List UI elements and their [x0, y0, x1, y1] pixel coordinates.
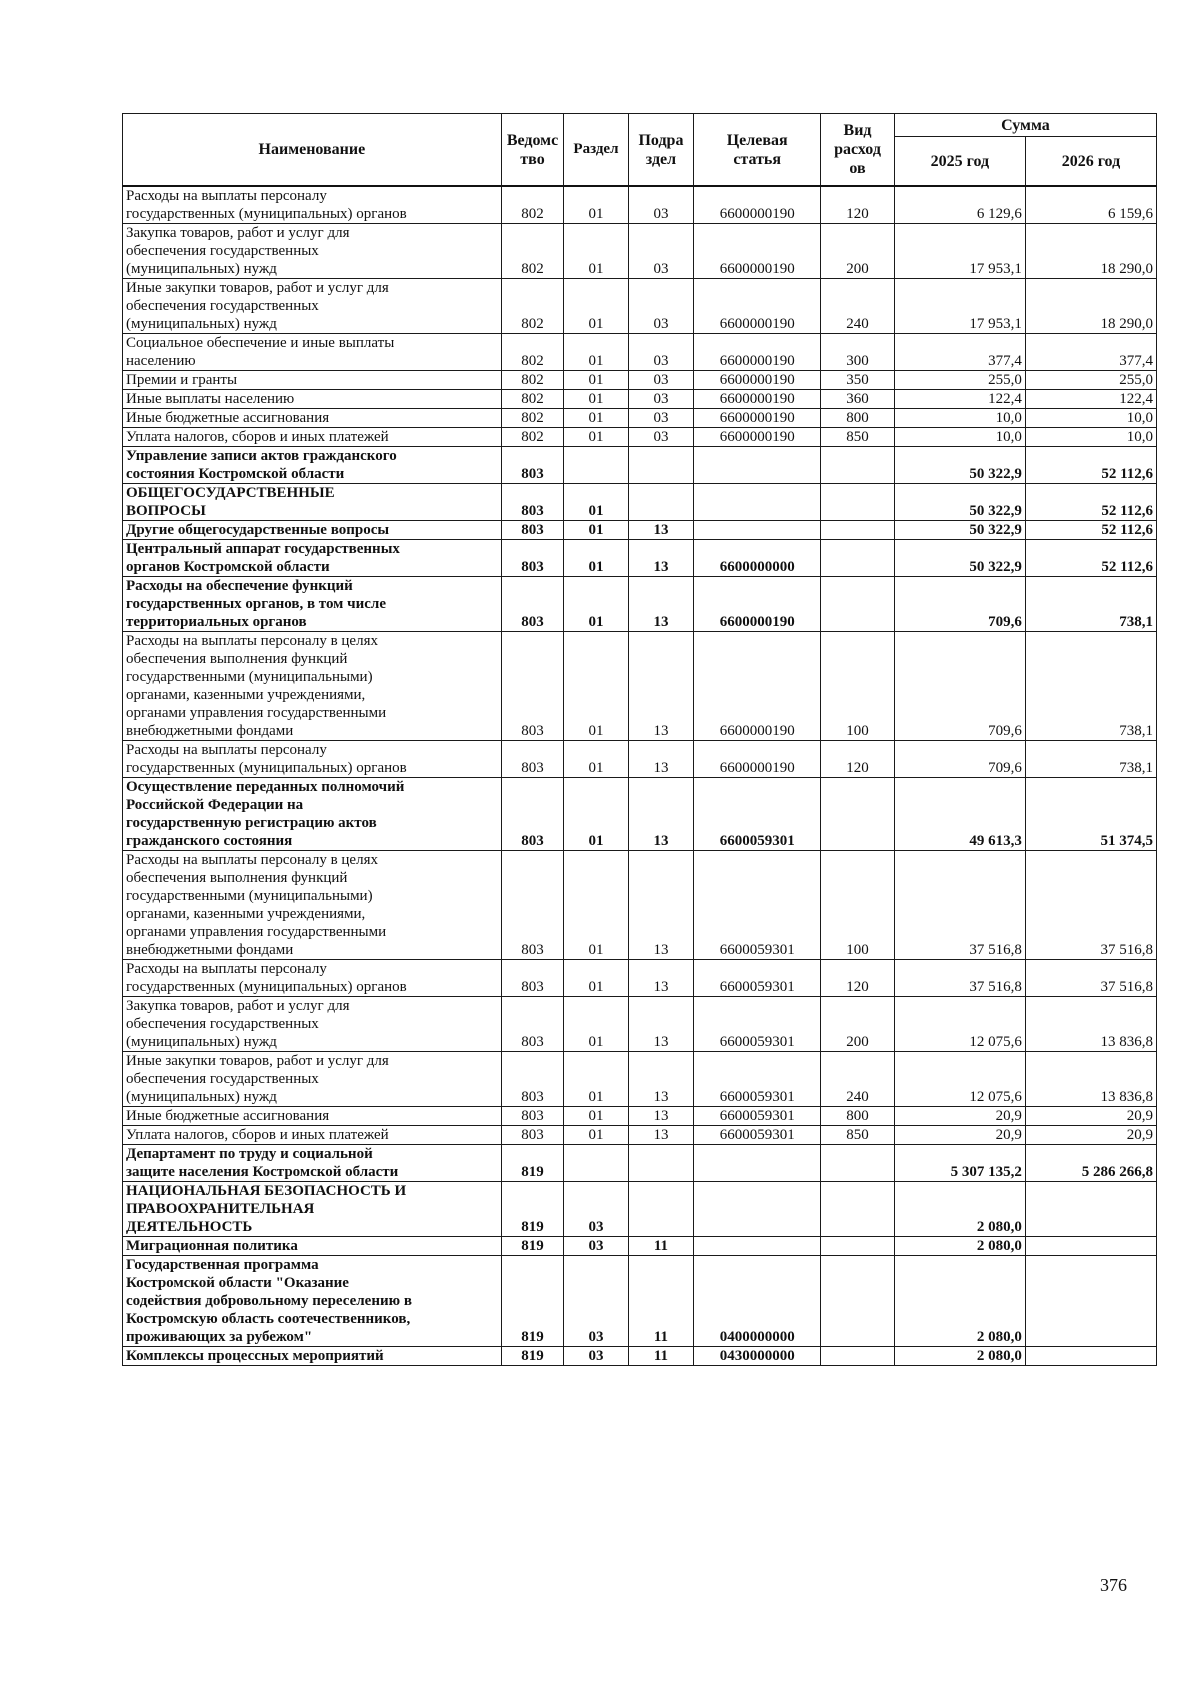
cell-name: ОБЩЕГОСУДАРСТВЕННЫЕ ВОПРОСЫ — [123, 484, 502, 521]
table-row — [123, 1347, 1157, 1366]
cell-sum-2026 — [1025, 1182, 1156, 1237]
cell-vid-rashodov: 350 — [821, 371, 895, 390]
cell-sum-2026: 18 290,0 — [1025, 279, 1156, 334]
cell-razdel: 01 — [564, 632, 628, 741]
cell-sum-2025: 17 953,1 — [894, 224, 1025, 279]
cell-vid-rashodov: 100 — [821, 851, 895, 960]
table-row — [123, 1052, 1157, 1107]
cell-vedomstvo: 803 — [501, 778, 563, 851]
cell-celevaya-statya: 6600000000 — [694, 540, 821, 577]
cell-name: Расходы на выплаты персоналу в целях обеспечения выполнения функций государственными (муниципальными) органами, казенными учреждениями, органами управления государственными внебюджетными фондами — [123, 851, 502, 960]
cell-sum-2026: 10,0 — [1025, 428, 1156, 447]
page-number: 376 — [1100, 1575, 1127, 1595]
cell-sum-2025: 2 080,0 — [894, 1237, 1025, 1256]
cell-name: Иные бюджетные ассигнования — [123, 1107, 502, 1126]
cell-podrazdel: 13 — [628, 540, 694, 577]
table-row — [123, 409, 1157, 428]
cell-celevaya-statya — [694, 1145, 821, 1182]
cell-vedomstvo: 803 — [501, 632, 563, 741]
cell-name: Закупка товаров, работ и услуг для обеспечения государственных (муниципальных) нужд — [123, 997, 502, 1052]
cell-vedomstvo: 802 — [501, 224, 563, 279]
cell-sum-2026: 37 516,8 — [1025, 960, 1156, 997]
cell-vid-rashodov: 100 — [821, 632, 895, 741]
cell-name: Уплата налогов, сборов и иных платежей — [123, 1126, 502, 1145]
cell-name: Расходы на обеспечение функций государственных органов, в том числе территориальных органов — [123, 577, 502, 632]
cell-sum-2026: 18 290,0 — [1025, 224, 1156, 279]
cell-vedomstvo: 803 — [501, 997, 563, 1052]
cell-sum-2025: 5 307 135,2 — [894, 1145, 1025, 1182]
cell-sum-2026: 13 836,8 — [1025, 997, 1156, 1052]
table-row — [123, 186, 1157, 224]
cell-razdel: 01 — [564, 224, 628, 279]
cell-vid-rashodov — [821, 1145, 895, 1182]
cell-vedomstvo: 819 — [501, 1237, 563, 1256]
cell-sum-2025: 49 613,3 — [894, 778, 1025, 851]
table-row — [123, 778, 1157, 851]
cell-sum-2026 — [1025, 1347, 1156, 1366]
cell-sum-2026: 377,4 — [1025, 334, 1156, 371]
cell-vedomstvo: 802 — [501, 186, 563, 224]
cell-podrazdel: 03 — [628, 371, 694, 390]
table-row — [123, 1237, 1157, 1256]
cell-name: Управление записи актов гражданского состояния Костромской области — [123, 447, 502, 484]
cell-celevaya-statya: 6600059301 — [694, 1126, 821, 1145]
cell-sum-2026: 6 159,6 — [1025, 186, 1156, 224]
cell-podrazdel — [628, 484, 694, 521]
cell-podrazdel: 13 — [628, 1126, 694, 1145]
cell-name: Иные закупки товаров, работ и услуг для обеспечения государственных (муниципальных) нужд — [123, 1052, 502, 1107]
cell-podrazdel: 11 — [628, 1256, 694, 1347]
cell-vid-rashodov: 360 — [821, 390, 895, 409]
table-row — [123, 390, 1157, 409]
cell-name: Расходы на выплаты персоналу в целях обеспечения выполнения функций государственными (муниципальными) органами, казенными учреждениями, органами управления государственными внебюджетными фондами — [123, 632, 502, 741]
table-row — [123, 851, 1157, 960]
cell-name: Иные бюджетные ассигнования — [123, 409, 502, 428]
budget-table-wrapper — [122, 113, 1157, 1366]
cell-podrazdel: 03 — [628, 186, 694, 224]
cell-celevaya-statya: 6600000190 — [694, 390, 821, 409]
cell-name: Социальное обеспечение и иные выплаты населению — [123, 334, 502, 371]
header-vid-rashodov: Вид расход ов — [821, 114, 895, 187]
cell-name: Департамент по труду и социальной защите населения Костромской области — [123, 1145, 502, 1182]
table-body — [123, 186, 1157, 1366]
cell-sum-2026: 51 374,5 — [1025, 778, 1156, 851]
cell-name: Расходы на выплаты персоналу государственных (муниципальных) органов — [123, 741, 502, 778]
cell-sum-2026: 5 286 266,8 — [1025, 1145, 1156, 1182]
cell-razdel: 01 — [564, 1126, 628, 1145]
table-row — [123, 632, 1157, 741]
cell-vedomstvo: 802 — [501, 409, 563, 428]
cell-sum-2025: 12 075,6 — [894, 997, 1025, 1052]
table-row — [123, 334, 1157, 371]
cell-name: Закупка товаров, работ и услуг для обеспечения государственных (муниципальных) нужд — [123, 224, 502, 279]
table-row — [123, 1107, 1157, 1126]
cell-sum-2025: 10,0 — [894, 409, 1025, 428]
cell-podrazdel: 13 — [628, 1052, 694, 1107]
cell-sum-2025: 50 322,9 — [894, 540, 1025, 577]
cell-razdel: 01 — [564, 1107, 628, 1126]
cell-vid-rashodov — [821, 1182, 895, 1237]
cell-vid-rashodov: 120 — [821, 186, 895, 224]
cell-vedomstvo: 803 — [501, 447, 563, 484]
cell-razdel: 01 — [564, 1052, 628, 1107]
cell-razdel: 01 — [564, 778, 628, 851]
cell-name: Комплексы процессных мероприятий — [123, 1347, 502, 1366]
cell-vedomstvo: 803 — [501, 540, 563, 577]
cell-name: Осуществление переданных полномочий Российской Федерации на государственную регистрацию актов гражданского состояния — [123, 778, 502, 851]
cell-celevaya-statya: 6600059301 — [694, 1107, 821, 1126]
cell-podrazdel: 13 — [628, 577, 694, 632]
cell-razdel: 01 — [564, 521, 628, 540]
cell-sum-2025: 20,9 — [894, 1126, 1025, 1145]
cell-sum-2025: 2 080,0 — [894, 1347, 1025, 1366]
cell-vid-rashodov — [821, 484, 895, 521]
budget-table — [122, 113, 1157, 1366]
cell-sum-2026: 20,9 — [1025, 1107, 1156, 1126]
cell-vid-rashodov: 300 — [821, 334, 895, 371]
cell-sum-2026: 738,1 — [1025, 632, 1156, 741]
cell-vedomstvo: 803 — [501, 851, 563, 960]
cell-razdel: 01 — [564, 997, 628, 1052]
cell-razdel: 01 — [564, 577, 628, 632]
cell-celevaya-statya: 6600000190 — [694, 334, 821, 371]
header-vedomstvo: Ведомс тво — [501, 114, 563, 187]
cell-name: Расходы на выплаты персоналу государственных (муниципальных) органов — [123, 960, 502, 997]
cell-vid-rashodov: 240 — [821, 1052, 895, 1107]
cell-vid-rashodov — [821, 1237, 895, 1256]
cell-vid-rashodov — [821, 447, 895, 484]
cell-celevaya-statya — [694, 1182, 821, 1237]
cell-sum-2025: 709,6 — [894, 577, 1025, 632]
cell-vid-rashodov — [821, 521, 895, 540]
header-celevaya-statya: Целевая статья — [694, 114, 821, 187]
cell-sum-2025: 50 322,9 — [894, 484, 1025, 521]
cell-sum-2026 — [1025, 1256, 1156, 1347]
cell-celevaya-statya: 0400000000 — [694, 1256, 821, 1347]
cell-vedomstvo: 819 — [501, 1182, 563, 1237]
table-row — [123, 484, 1157, 521]
cell-celevaya-statya — [694, 484, 821, 521]
cell-vid-rashodov: 200 — [821, 224, 895, 279]
cell-vedomstvo: 802 — [501, 334, 563, 371]
cell-celevaya-statya: 6600000190 — [694, 279, 821, 334]
cell-vedomstvo: 819 — [501, 1347, 563, 1366]
cell-vedomstvo: 802 — [501, 428, 563, 447]
cell-vid-rashodov — [821, 1256, 895, 1347]
header-year-2026: 2026 год — [1025, 137, 1156, 187]
cell-vedomstvo: 803 — [501, 1107, 563, 1126]
cell-vid-rashodov — [821, 540, 895, 577]
cell-sum-2025: 377,4 — [894, 334, 1025, 371]
cell-vedomstvo: 802 — [501, 390, 563, 409]
cell-name: Миграционная политика — [123, 1237, 502, 1256]
cell-sum-2025: 20,9 — [894, 1107, 1025, 1126]
cell-celevaya-statya: 6600059301 — [694, 997, 821, 1052]
table-row — [123, 224, 1157, 279]
cell-razdel: 01 — [564, 851, 628, 960]
cell-celevaya-statya: 6600000190 — [694, 741, 821, 778]
cell-vid-rashodov: 800 — [821, 1107, 895, 1126]
cell-podrazdel: 13 — [628, 778, 694, 851]
cell-podrazdel: 13 — [628, 960, 694, 997]
cell-celevaya-statya: 6600000190 — [694, 224, 821, 279]
cell-sum-2026: 10,0 — [1025, 409, 1156, 428]
cell-sum-2025: 709,6 — [894, 741, 1025, 778]
cell-vid-rashodov — [821, 577, 895, 632]
cell-podrazdel: 03 — [628, 390, 694, 409]
cell-celevaya-statya — [694, 447, 821, 484]
cell-sum-2025: 50 322,9 — [894, 447, 1025, 484]
cell-name: Другие общегосударственные вопросы — [123, 521, 502, 540]
cell-sum-2026: 52 112,6 — [1025, 540, 1156, 577]
cell-vid-rashodov — [821, 778, 895, 851]
cell-name: Уплата налогов, сборов и иных платежей — [123, 428, 502, 447]
cell-podrazdel: 11 — [628, 1237, 694, 1256]
table-row — [123, 1145, 1157, 1182]
cell-vedomstvo: 803 — [501, 741, 563, 778]
cell-podrazdel: 13 — [628, 997, 694, 1052]
table-row — [123, 279, 1157, 334]
cell-podrazdel: 13 — [628, 741, 694, 778]
cell-sum-2026: 122,4 — [1025, 390, 1156, 409]
cell-sum-2026: 738,1 — [1025, 741, 1156, 778]
header-razdel: Раздел — [564, 114, 628, 187]
cell-celevaya-statya: 6600059301 — [694, 778, 821, 851]
cell-podrazdel: 11 — [628, 1347, 694, 1366]
cell-razdel: 01 — [564, 540, 628, 577]
cell-sum-2025: 709,6 — [894, 632, 1025, 741]
cell-vedomstvo: 819 — [501, 1145, 563, 1182]
cell-razdel: 03 — [564, 1182, 628, 1237]
cell-razdel: 01 — [564, 960, 628, 997]
cell-razdel: 01 — [564, 334, 628, 371]
table-row — [123, 428, 1157, 447]
cell-celevaya-statya: 0430000000 — [694, 1347, 821, 1366]
cell-celevaya-statya: 6600059301 — [694, 851, 821, 960]
cell-sum-2025: 10,0 — [894, 428, 1025, 447]
cell-sum-2025: 6 129,6 — [894, 186, 1025, 224]
table-row — [123, 997, 1157, 1052]
header-summa: Сумма — [894, 114, 1156, 137]
cell-sum-2025: 2 080,0 — [894, 1256, 1025, 1347]
cell-vid-rashodov: 120 — [821, 741, 895, 778]
cell-podrazdel: 13 — [628, 632, 694, 741]
table-row — [123, 540, 1157, 577]
cell-vedomstvo: 803 — [501, 521, 563, 540]
cell-vid-rashodov — [821, 1347, 895, 1366]
cell-razdel: 01 — [564, 186, 628, 224]
cell-sum-2026: 738,1 — [1025, 577, 1156, 632]
cell-celevaya-statya: 6600000190 — [694, 428, 821, 447]
cell-celevaya-statya: 6600000190 — [694, 577, 821, 632]
cell-razdel: 03 — [564, 1347, 628, 1366]
table-row — [123, 521, 1157, 540]
cell-vid-rashodov: 850 — [821, 1126, 895, 1145]
cell-sum-2025: 122,4 — [894, 390, 1025, 409]
cell-vid-rashodov: 850 — [821, 428, 895, 447]
cell-sum-2025: 50 322,9 — [894, 521, 1025, 540]
header-year-2025: 2025 год — [894, 137, 1025, 187]
cell-celevaya-statya: 6600059301 — [694, 1052, 821, 1107]
cell-sum-2026: 52 112,6 — [1025, 521, 1156, 540]
cell-razdel: 01 — [564, 741, 628, 778]
cell-vedomstvo: 803 — [501, 577, 563, 632]
cell-razdel: 01 — [564, 390, 628, 409]
cell-podrazdel: 03 — [628, 224, 694, 279]
cell-podrazdel: 13 — [628, 521, 694, 540]
cell-podrazdel — [628, 1145, 694, 1182]
table-row — [123, 1182, 1157, 1237]
cell-celevaya-statya: 6600059301 — [694, 960, 821, 997]
cell-name: НАЦИОНАЛЬНАЯ БЕЗОПАСНОСТЬ И ПРАВООХРАНИТЕЛЬНАЯ ДЕЯТЕЛЬНОСТЬ — [123, 1182, 502, 1237]
cell-name: Премии и гранты — [123, 371, 502, 390]
cell-razdel: 01 — [564, 484, 628, 521]
cell-razdel: 03 — [564, 1256, 628, 1347]
cell-razdel: 03 — [564, 1237, 628, 1256]
cell-razdel: 01 — [564, 279, 628, 334]
cell-razdel: 01 — [564, 409, 628, 428]
cell-sum-2025: 37 516,8 — [894, 851, 1025, 960]
header-name: Наименование — [123, 114, 502, 187]
cell-sum-2026: 255,0 — [1025, 371, 1156, 390]
cell-sum-2026 — [1025, 1237, 1156, 1256]
cell-podrazdel: 03 — [628, 279, 694, 334]
cell-vid-rashodov: 200 — [821, 997, 895, 1052]
cell-vedomstvo: 819 — [501, 1256, 563, 1347]
cell-sum-2025: 37 516,8 — [894, 960, 1025, 997]
table-row — [123, 447, 1157, 484]
cell-sum-2026: 37 516,8 — [1025, 851, 1156, 960]
cell-celevaya-statya: 6600000190 — [694, 186, 821, 224]
cell-vedomstvo: 802 — [501, 371, 563, 390]
cell-vedomstvo: 803 — [501, 1052, 563, 1107]
cell-sum-2025: 12 075,6 — [894, 1052, 1025, 1107]
table-row — [123, 1126, 1157, 1145]
cell-vid-rashodov: 240 — [821, 279, 895, 334]
table-row — [123, 741, 1157, 778]
cell-sum-2025: 2 080,0 — [894, 1182, 1025, 1237]
cell-name: Иные выплаты населению — [123, 390, 502, 409]
cell-celevaya-statya — [694, 521, 821, 540]
cell-razdel — [564, 1145, 628, 1182]
cell-vedomstvo: 803 — [501, 960, 563, 997]
cell-celevaya-statya: 6600000190 — [694, 632, 821, 741]
cell-sum-2026: 52 112,6 — [1025, 484, 1156, 521]
cell-podrazdel — [628, 1182, 694, 1237]
cell-podrazdel: 13 — [628, 851, 694, 960]
cell-razdel: 01 — [564, 371, 628, 390]
cell-sum-2026: 20,9 — [1025, 1126, 1156, 1145]
cell-celevaya-statya — [694, 1237, 821, 1256]
cell-vid-rashodov: 120 — [821, 960, 895, 997]
table-row — [123, 371, 1157, 390]
cell-sum-2025: 17 953,1 — [894, 279, 1025, 334]
cell-vid-rashodov: 800 — [821, 409, 895, 428]
cell-name: Государственная программа Костромской области "Оказание содействия добровольному переселению в Костромскую область соотечественников, проживающих за рубежом" — [123, 1256, 502, 1347]
cell-podrazdel: 13 — [628, 1107, 694, 1126]
cell-podrazdel: 03 — [628, 334, 694, 371]
cell-razdel: 01 — [564, 428, 628, 447]
header-podrazdel: Подра здел — [628, 114, 694, 187]
cell-podrazdel: 03 — [628, 428, 694, 447]
cell-vedomstvo: 803 — [501, 484, 563, 521]
cell-sum-2025: 255,0 — [894, 371, 1025, 390]
cell-sum-2026: 13 836,8 — [1025, 1052, 1156, 1107]
table-row — [123, 1256, 1157, 1347]
cell-celevaya-statya: 6600000190 — [694, 371, 821, 390]
cell-sum-2026: 52 112,6 — [1025, 447, 1156, 484]
table-row — [123, 577, 1157, 632]
table-row — [123, 960, 1157, 997]
cell-name: Расходы на выплаты персоналу государственных (муниципальных) органов — [123, 186, 502, 224]
cell-vedomstvo: 803 — [501, 1126, 563, 1145]
cell-name: Центральный аппарат государственных органов Костромской области — [123, 540, 502, 577]
cell-razdel — [564, 447, 628, 484]
cell-podrazdel: 03 — [628, 409, 694, 428]
cell-podrazdel — [628, 447, 694, 484]
cell-name: Иные закупки товаров, работ и услуг для обеспечения государственных (муниципальных) нужд — [123, 279, 502, 334]
cell-vedomstvo: 802 — [501, 279, 563, 334]
cell-celevaya-statya: 6600000190 — [694, 409, 821, 428]
